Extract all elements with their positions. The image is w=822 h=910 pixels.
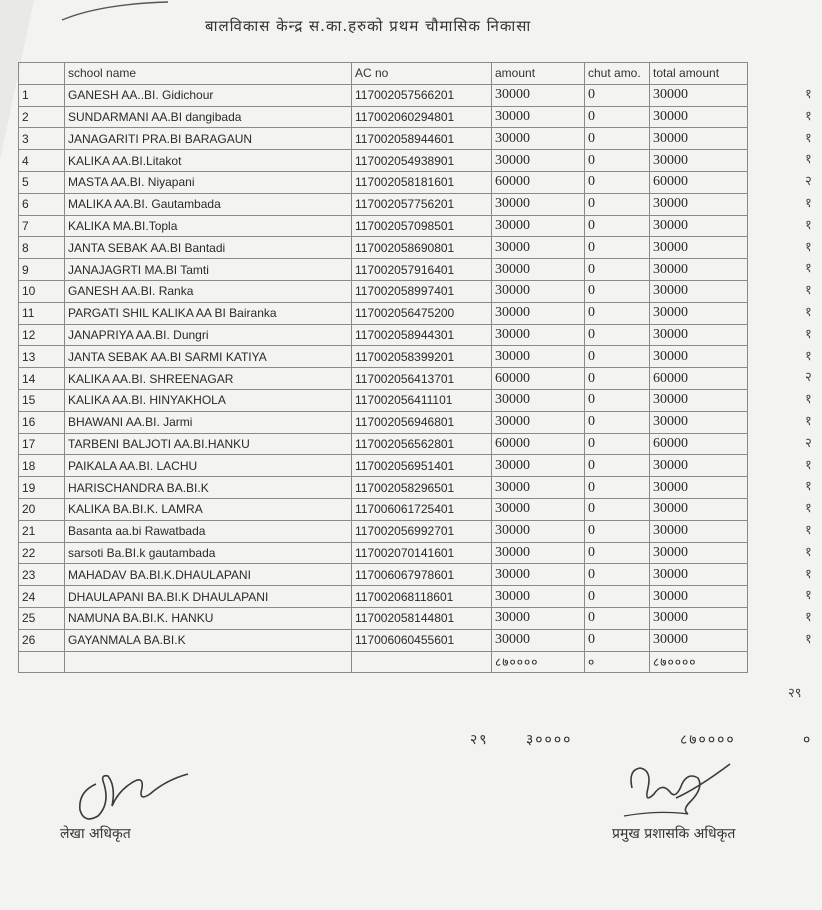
row-amount: 30000 xyxy=(492,498,585,520)
header-sn xyxy=(19,63,65,85)
row-sn: 21 xyxy=(19,520,65,542)
row-school-name: KALIKA BA.BI.K. LAMRA xyxy=(65,498,352,520)
row-school-name: SUNDARMANI AA.BI dangibada xyxy=(65,106,352,128)
row-school-name: JANTA SEBAK AA.BI SARMI KATIYA xyxy=(65,346,352,368)
table-row xyxy=(19,346,748,368)
row-chut-amount: 0 xyxy=(585,193,650,215)
row-sn: 10 xyxy=(19,280,65,302)
row-sn: 22 xyxy=(19,542,65,564)
row-ac-no: 117002054938901 xyxy=(352,150,492,172)
row-amount: 30000 xyxy=(492,346,585,368)
row-chut-amount: 0 xyxy=(585,389,650,411)
row-school-name: Basanta aa.bi Rawatbada xyxy=(65,520,352,542)
row-sn: 4 xyxy=(19,150,65,172)
row-amount: 60000 xyxy=(492,171,585,193)
row-chut-amount: 0 xyxy=(585,368,650,390)
row-sn: 14 xyxy=(19,368,65,390)
row-total-amount: 30000 xyxy=(650,215,748,237)
row-chut-amount: 0 xyxy=(585,302,650,324)
row-total-amount: 30000 xyxy=(650,84,748,106)
row-sn: 1 xyxy=(19,84,65,106)
row-chut-amount: 0 xyxy=(585,520,650,542)
margin-mark: १ xyxy=(805,501,812,517)
row-chut-amount: 0 xyxy=(585,411,650,433)
row-sn: 20 xyxy=(19,498,65,520)
row-total-amount: 30000 xyxy=(650,520,748,542)
row-total-amount: 30000 xyxy=(650,498,748,520)
row-amount: 30000 xyxy=(492,629,585,651)
row-school-name: MASTA AA.BI. Niyapani xyxy=(65,171,352,193)
row-ac-no: 117002056562801 xyxy=(352,433,492,455)
row-chut-amount: 0 xyxy=(585,280,650,302)
table-row xyxy=(19,368,748,390)
row-ac-no: 117002056951401 xyxy=(352,455,492,477)
row-school-name: TARBENI BALJOTI AA.BI.HANKU xyxy=(65,433,352,455)
row-school-name: KALIKA AA.BI. HINYAKHOLA xyxy=(65,389,352,411)
row-sn: 5 xyxy=(19,171,65,193)
table-row xyxy=(19,324,748,346)
table-row xyxy=(19,586,748,608)
row-sn: 15 xyxy=(19,389,65,411)
row-school-name: JANAGARITI PRA.BI BARAGAUN xyxy=(65,128,352,150)
row-sn: 12 xyxy=(19,324,65,346)
table-row xyxy=(19,411,748,433)
table-row xyxy=(19,564,748,586)
chief-admin-signature xyxy=(618,758,738,824)
row-ac-no: 117002056992701 xyxy=(352,520,492,542)
table-row xyxy=(19,607,748,629)
table-row xyxy=(19,433,748,455)
row-sn: 11 xyxy=(19,302,65,324)
row-total-amount: 30000 xyxy=(650,302,748,324)
summary-grand-total: ८७०००० xyxy=(680,732,736,748)
row-ac-no: 117006067978601 xyxy=(352,564,492,586)
row-chut-amount: 0 xyxy=(585,498,650,520)
row-total-amount: 30000 xyxy=(650,629,748,651)
table-row xyxy=(19,280,748,302)
margin-mark: २ xyxy=(805,435,812,451)
margin-mark: १ xyxy=(805,522,812,538)
margin-mark: १ xyxy=(805,566,812,582)
margin-mark: १ xyxy=(805,457,812,473)
row-ac-no: 117002056411101 xyxy=(352,389,492,411)
totals-name xyxy=(65,651,352,673)
row-chut-amount: 0 xyxy=(585,324,650,346)
row-amount: 30000 xyxy=(492,586,585,608)
row-total-amount: 30000 xyxy=(650,150,748,172)
margin-mark: १ xyxy=(805,217,812,233)
row-ac-no: 117002058296501 xyxy=(352,477,492,499)
table-header-row xyxy=(19,63,748,85)
row-total-amount: 30000 xyxy=(650,411,748,433)
row-sn: 3 xyxy=(19,128,65,150)
table-row xyxy=(19,477,748,499)
margin-mark-total: २९ xyxy=(788,686,802,701)
row-ac-no: 117002058144801 xyxy=(352,607,492,629)
header-total-amount: total amount xyxy=(650,63,748,85)
row-school-name: HARISCHANDRA BA.BI.K xyxy=(65,477,352,499)
margin-mark: १ xyxy=(805,479,812,495)
row-chut-amount: 0 xyxy=(585,564,650,586)
summary-count: २९ xyxy=(470,732,489,748)
row-chut-amount: 0 xyxy=(585,84,650,106)
table-row xyxy=(19,106,748,128)
row-amount: 30000 xyxy=(492,237,585,259)
document-title: बालविकास केन्द्र स.का.हरुको प्रथम चौमासिक निकासा xyxy=(205,17,532,35)
table-row xyxy=(19,128,748,150)
table-row xyxy=(19,542,748,564)
table-row xyxy=(19,389,748,411)
row-ac-no: 117006061725401 xyxy=(352,498,492,520)
totals-chut: ० xyxy=(585,651,650,673)
row-sn: 2 xyxy=(19,106,65,128)
row-amount: 30000 xyxy=(492,455,585,477)
row-amount: 30000 xyxy=(492,324,585,346)
row-total-amount: 60000 xyxy=(650,171,748,193)
row-ac-no: 117002056413701 xyxy=(352,368,492,390)
row-ac-no: 117002058944601 xyxy=(352,128,492,150)
row-amount: 30000 xyxy=(492,520,585,542)
row-ac-no: 117002058181601 xyxy=(352,171,492,193)
row-chut-amount: 0 xyxy=(585,433,650,455)
row-chut-amount: 0 xyxy=(585,128,650,150)
row-chut-amount: 0 xyxy=(585,171,650,193)
margin-mark: १ xyxy=(805,261,812,277)
margin-mark: १ xyxy=(805,588,812,604)
row-ac-no: 117006060455601 xyxy=(352,629,492,651)
row-ac-no: 117002068118601 xyxy=(352,586,492,608)
row-ac-no: 117002058399201 xyxy=(352,346,492,368)
totals-row xyxy=(19,651,748,673)
totals-total: ८७०००० xyxy=(650,651,748,673)
margin-mark: १ xyxy=(805,631,812,647)
margin-mark: १ xyxy=(805,283,812,299)
row-school-name: KALIKA AA.BI. SHREENAGAR xyxy=(65,368,352,390)
row-school-name: KALIKA MA.BI.Topla xyxy=(65,215,352,237)
row-total-amount: 60000 xyxy=(650,433,748,455)
row-ac-no: 117002060294801 xyxy=(352,106,492,128)
row-chut-amount: 0 xyxy=(585,477,650,499)
row-amount: 30000 xyxy=(492,564,585,586)
margin-mark: १ xyxy=(805,348,812,364)
row-school-name: KALIKA AA.BI.Litakot xyxy=(65,150,352,172)
row-sn: 16 xyxy=(19,411,65,433)
row-total-amount: 30000 xyxy=(650,542,748,564)
row-chut-amount: 0 xyxy=(585,106,650,128)
table-row xyxy=(19,498,748,520)
row-school-name: NAMUNA BA.BI.K. HANKU xyxy=(65,607,352,629)
row-amount: 30000 xyxy=(492,106,585,128)
margin-mark: १ xyxy=(805,304,812,320)
margin-mark: १ xyxy=(805,87,812,102)
row-total-amount: 30000 xyxy=(650,259,748,281)
row-amount: 30000 xyxy=(492,150,585,172)
row-total-amount: 30000 xyxy=(650,455,748,477)
row-sn: 13 xyxy=(19,346,65,368)
totals-sn xyxy=(19,651,65,673)
row-school-name: MAHADAV BA.BI.K.DHAULAPANI xyxy=(65,564,352,586)
row-sn: 6 xyxy=(19,193,65,215)
margin-mark: १ xyxy=(805,413,812,429)
margin-mark: १ xyxy=(805,610,812,626)
allocation-table xyxy=(18,62,748,673)
row-total-amount: 30000 xyxy=(650,193,748,215)
row-chut-amount: 0 xyxy=(585,586,650,608)
header-ac-no: AC no xyxy=(352,63,492,85)
row-total-amount: 30000 xyxy=(650,586,748,608)
row-total-amount: 30000 xyxy=(650,106,748,128)
margin-mark: १ xyxy=(805,108,812,124)
row-school-name: JANAJAGRTI MA.BI Tamti xyxy=(65,259,352,281)
margin-mark: १ xyxy=(805,544,812,560)
row-amount: 60000 xyxy=(492,368,585,390)
row-school-name: PARGATI SHIL KALIKA AA BI Bairanka xyxy=(65,302,352,324)
row-school-name: DHAULAPANI BA.BI.K DHAULAPANI xyxy=(65,586,352,608)
margin-mark: १ xyxy=(805,239,812,255)
row-chut-amount: 0 xyxy=(585,542,650,564)
margin-mark: १ xyxy=(805,130,812,146)
row-total-amount: 30000 xyxy=(650,280,748,302)
row-sn: 19 xyxy=(19,477,65,499)
row-total-amount: 30000 xyxy=(650,477,748,499)
row-school-name: sarsoti Ba.BI.k gautambada xyxy=(65,542,352,564)
row-sn: 7 xyxy=(19,215,65,237)
table-row xyxy=(19,455,748,477)
row-amount: 30000 xyxy=(492,389,585,411)
table-row xyxy=(19,150,748,172)
header-amount: amount xyxy=(492,63,585,85)
row-chut-amount: 0 xyxy=(585,607,650,629)
margin-mark: २ xyxy=(805,370,812,386)
row-chut-amount: 0 xyxy=(585,259,650,281)
row-amount: 30000 xyxy=(492,477,585,499)
row-total-amount: 30000 xyxy=(650,564,748,586)
row-amount: 30000 xyxy=(492,280,585,302)
row-school-name: GAYANMALA BA.BI.K xyxy=(65,629,352,651)
table-row xyxy=(19,520,748,542)
row-total-amount: 30000 xyxy=(650,389,748,411)
row-amount: 30000 xyxy=(492,215,585,237)
row-amount: 30000 xyxy=(492,607,585,629)
row-ac-no: 117002057916401 xyxy=(352,259,492,281)
row-chut-amount: 0 xyxy=(585,150,650,172)
row-ac-no: 117002057098501 xyxy=(352,215,492,237)
row-sn: 25 xyxy=(19,607,65,629)
row-ac-no: 117002058944301 xyxy=(352,324,492,346)
totals-ac xyxy=(352,651,492,673)
row-sn: 18 xyxy=(19,455,65,477)
row-chut-amount: 0 xyxy=(585,346,650,368)
row-school-name: JANTA SEBAK AA.BI Bantadi xyxy=(65,237,352,259)
row-amount: 30000 xyxy=(492,193,585,215)
row-amount: 30000 xyxy=(492,411,585,433)
margin-mark: २ xyxy=(805,174,812,190)
table-row xyxy=(19,215,748,237)
margin-mark: १ xyxy=(805,326,812,342)
table-row xyxy=(19,193,748,215)
row-amount: 30000 xyxy=(492,302,585,324)
row-sn: 17 xyxy=(19,433,65,455)
chief-admin-label: प्रमुख प्रशासकि अधिकृत xyxy=(612,826,736,842)
accounts-officer-label: लेखा अधिकृत xyxy=(60,826,131,842)
row-ac-no: 117002056475200 xyxy=(352,302,492,324)
margin-mark: १ xyxy=(805,392,812,408)
margin-mark: १ xyxy=(805,152,812,168)
row-ac-no: 117002057566201 xyxy=(352,84,492,106)
row-school-name: BHAWANI AA.BI. Jarmi xyxy=(65,411,352,433)
row-chut-amount: 0 xyxy=(585,215,650,237)
header-school-name: school name xyxy=(65,63,352,85)
row-ac-no: 117002070141601 xyxy=(352,542,492,564)
row-chut-amount: 0 xyxy=(585,629,650,651)
row-total-amount: 30000 xyxy=(650,324,748,346)
table-row xyxy=(19,237,748,259)
row-ac-no: 117002058997401 xyxy=(352,280,492,302)
row-amount: 30000 xyxy=(492,128,585,150)
table-row xyxy=(19,84,748,106)
summary-zero: ० xyxy=(803,732,813,748)
row-sn: 23 xyxy=(19,564,65,586)
totals-amount: ८७०००० xyxy=(492,651,585,673)
row-total-amount: 30000 xyxy=(650,346,748,368)
margin-mark: १ xyxy=(805,195,812,211)
row-amount: 60000 xyxy=(492,433,585,455)
row-sn: 24 xyxy=(19,586,65,608)
row-chut-amount: 0 xyxy=(585,455,650,477)
row-ac-no: 117002056946801 xyxy=(352,411,492,433)
row-school-name: GANESH AA..BI. Gidichour xyxy=(65,84,352,106)
summary-rate: ३०००० xyxy=(526,732,573,748)
table-row xyxy=(19,171,748,193)
row-ac-no: 117002057756201 xyxy=(352,193,492,215)
row-amount: 30000 xyxy=(492,542,585,564)
row-school-name: PAIKALA AA.BI. LACHU xyxy=(65,455,352,477)
row-total-amount: 30000 xyxy=(650,607,748,629)
row-sn: 8 xyxy=(19,237,65,259)
table-row xyxy=(19,302,748,324)
row-total-amount: 30000 xyxy=(650,128,748,150)
row-chut-amount: 0 xyxy=(585,237,650,259)
row-amount: 30000 xyxy=(492,259,585,281)
row-amount: 30000 xyxy=(492,84,585,106)
row-school-name: GANESH AA.BI. Ranka xyxy=(65,280,352,302)
header-chut-amount: chut amo. xyxy=(585,63,650,85)
row-sn: 26 xyxy=(19,629,65,651)
table-row xyxy=(19,259,748,281)
margin-marks xyxy=(805,84,822,651)
row-ac-no: 117002058690801 xyxy=(352,237,492,259)
row-sn: 9 xyxy=(19,259,65,281)
paper-edge-line xyxy=(60,0,170,22)
row-school-name: MALIKA AA.BI. Gautambada xyxy=(65,193,352,215)
table-row xyxy=(19,629,748,651)
row-school-name: JANAPRIYA AA.BI. Dungri xyxy=(65,324,352,346)
row-total-amount: 30000 xyxy=(650,237,748,259)
accounts-officer-signature xyxy=(58,762,198,832)
row-total-amount: 60000 xyxy=(650,368,748,390)
